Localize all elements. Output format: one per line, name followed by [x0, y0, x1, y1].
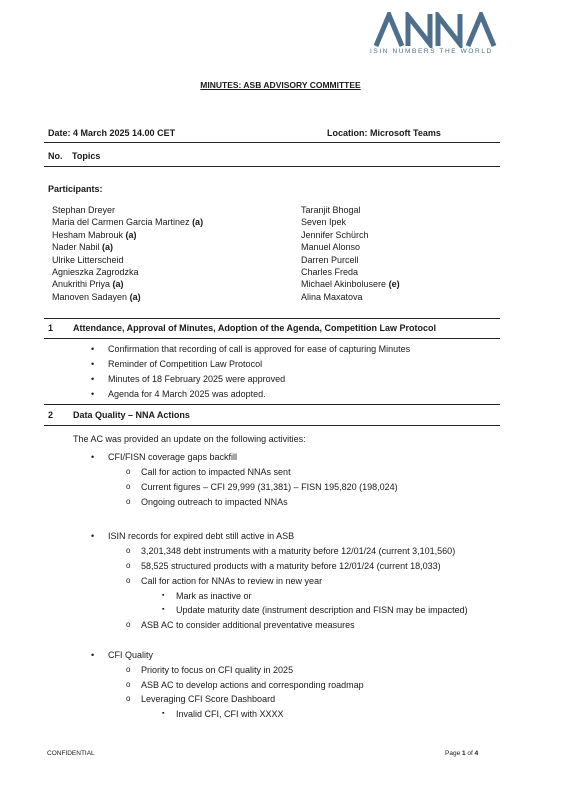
- participant: Manuel Alonso: [301, 242, 361, 253]
- sub-sub-item: ▪ Update maturity date (instrument description and FISN may be impacted): [176, 605, 468, 615]
- divider: [44, 338, 500, 339]
- sub-item: o ASB AC to develop actions and corresponding roadmap: [141, 680, 364, 690]
- divider: [44, 318, 500, 319]
- divider: [44, 425, 500, 426]
- section-title: Attendance, Approval of Minutes, Adoption of the Agenda, Competition Law Protocol: [73, 323, 436, 333]
- participant: Agnieszka Zagrodzka: [52, 267, 139, 278]
- sub-item: o 3,201,348 debt instruments with a maturity before 12/01/24 (current 3,101,560): [141, 546, 455, 556]
- participant: Michael Akinbolusere (e): [301, 279, 400, 290]
- topic-label: • CFI/FISN coverage gaps backfill: [108, 452, 237, 462]
- divider: [44, 404, 500, 405]
- sub-item: o Leveraging CFI Score Dashboard: [141, 694, 275, 704]
- logo-tagline: ISIN NUMBERS THE WORLD: [370, 48, 493, 55]
- sub-sub-item: ▪ Mark as inactive or: [176, 591, 252, 601]
- sub-item: o Current figures – CFI 29,999 (31,381) – FISN 195,820 (198,024): [141, 482, 398, 492]
- divider: [44, 142, 500, 143]
- section-number: 1: [48, 323, 54, 333]
- bullet-item: • Agenda for 4 March 2025 was adopted.: [108, 389, 266, 399]
- section-number: 2: [48, 410, 54, 420]
- participant: Hesham Mabrouk (a): [52, 229, 137, 240]
- page-number: Page 1 of 4: [445, 750, 479, 757]
- header-no: No.: [48, 151, 63, 161]
- sub-item: o ASB AC to consider additional preventative measures: [141, 620, 355, 630]
- footer-confidential: CONFIDENTIAL: [47, 750, 95, 757]
- sub-item: o Call for action for NNAs to review in new year: [141, 576, 322, 586]
- section-intro: The AC was provided an update on the following activities:: [73, 434, 306, 444]
- sub-sub-item: ▪ Invalid CFI, CFI with XXXX: [176, 709, 284, 719]
- topic-label: • CFI Quality: [108, 650, 153, 660]
- participant: Maria del Carmen Garcia Martinez (a): [52, 217, 204, 228]
- participant: Darren Purcell: [301, 254, 359, 265]
- document-title: MINUTES: ASB ADVISORY COMMITTEE: [200, 80, 361, 90]
- participant: Charles Freda: [301, 267, 359, 278]
- divider: [44, 166, 500, 167]
- sub-item: o 58,525 structured products with a maturity before 12/01/24 (current 18,033): [141, 561, 441, 571]
- participant: Manoven Sadayen (a): [52, 291, 141, 302]
- meeting-location: Location: Microsoft Teams: [327, 128, 441, 138]
- participant: Jennifer Schürch: [301, 229, 369, 240]
- bullet-item: • Confirmation that recording of call is approved for ease of capturing Minutes: [108, 344, 410, 354]
- participant: Seven Ipek: [301, 217, 347, 228]
- participant: Alina Maxatova: [301, 291, 363, 302]
- participant: Anukrithi Priya (a): [52, 279, 124, 290]
- participants-list-right: [301, 204, 400, 303]
- bullet-item: • Minutes of 18 February 2025 were approved: [108, 374, 285, 384]
- header-topics: Topics: [72, 151, 101, 161]
- sub-item: o Call for action to impacted NNAs sent: [141, 467, 291, 477]
- topic-label: • ISIN records for expired debt still active in ASB: [108, 531, 294, 541]
- participant: Taranjit Bhogal: [301, 205, 361, 215]
- participants-list-left: [52, 204, 203, 303]
- section-title: Data Quality – NNA Actions: [73, 410, 190, 420]
- bullet-item: • Reminder of Competition Law Protocol: [108, 359, 262, 369]
- participants-label: Participants:: [48, 184, 103, 194]
- meeting-date: Date: 4 March 2025 14.00 CET: [48, 128, 176, 138]
- participant: Ulrike Litterscheid: [52, 254, 124, 265]
- participant: Nader Nabil (a): [52, 242, 114, 253]
- sub-item: o Priority to focus on CFI quality in 2025: [141, 665, 293, 675]
- sub-item: o Ongoing outreach to impacted NNAs: [141, 497, 288, 507]
- participant: Stephan Dreyer: [52, 205, 116, 215]
